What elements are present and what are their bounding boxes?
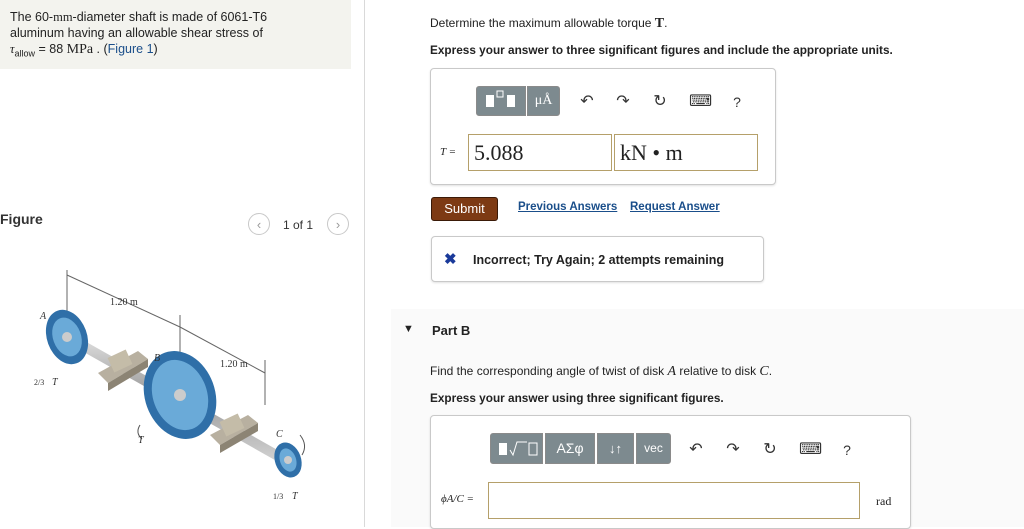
fraction-two-thirds: 2/3 xyxy=(34,378,45,387)
label-t-right: T xyxy=(292,491,298,502)
reset-icon-b[interactable]: ↻ xyxy=(763,441,777,458)
keyboard-icon[interactable]: ⌨ xyxy=(689,93,713,110)
vec-button[interactable]: vec xyxy=(636,433,671,464)
part-a-prompt: Determine the maximum allowable torque T. xyxy=(430,16,668,31)
problem-statement xyxy=(0,0,351,69)
part-a-instruction: Express your answer to three significant figures and include the appropriate units. xyxy=(430,43,893,57)
unit-mpa: MPa xyxy=(66,42,94,57)
torque-value-input[interactable]: 5.088 xyxy=(468,134,612,171)
dim-label-1: 1.20 m xyxy=(110,297,138,308)
part-b-prompt: Find the corresponding angle of twist of disk A relative to disk C. xyxy=(430,364,773,379)
problem-line-3: $\tau_{allow} = 88$ MPa . (Figure 1) xyxy=(10,42,158,59)
torque-units-input[interactable]: kN • m xyxy=(614,134,758,171)
figure-link[interactable]: Figure 1 xyxy=(107,42,154,56)
torque-symbol: T xyxy=(654,16,665,31)
disk-b xyxy=(132,341,229,450)
tau-subscript: allow xyxy=(14,48,35,59)
unit-mm: mm xyxy=(53,10,73,24)
dim-label-2: 1.20 m xyxy=(220,359,248,370)
panel-divider xyxy=(364,0,365,527)
undo-icon[interactable]: ↶ xyxy=(580,93,594,110)
feedback-text: Incorrect; Try Again; 2 attempts remaining xyxy=(473,253,724,267)
incorrect-x-icon: ✖ xyxy=(444,251,457,268)
template-icon xyxy=(477,87,525,115)
template-button[interactable] xyxy=(476,86,526,116)
submit-button[interactable]: Submit xyxy=(431,197,498,221)
label-t-left: T xyxy=(52,377,58,388)
label-a: A xyxy=(40,311,47,322)
disk-a xyxy=(39,304,96,370)
collapse-caret-icon[interactable]: ▼ xyxy=(403,323,414,335)
disk-c xyxy=(270,439,307,482)
help-icon-b[interactable]: ? xyxy=(843,442,851,458)
request-answer-link[interactable]: Request Answer xyxy=(630,201,720,213)
phi-variable-label: ϕA/C = xyxy=(441,493,474,505)
problem-line-2: aluminum having an allowable shear stress of xyxy=(10,26,263,40)
rad-unit-label: rad xyxy=(876,494,892,508)
figure-title: Figure xyxy=(0,211,43,227)
units-button[interactable]: μÅ xyxy=(527,86,560,116)
keyboard-icon-b[interactable]: ⌨ xyxy=(799,441,823,458)
redo-icon-b[interactable]: ↷ xyxy=(726,441,740,458)
reset-icon[interactable]: ↻ xyxy=(653,93,667,110)
help-icon[interactable]: ? xyxy=(733,94,741,110)
feedback-box xyxy=(431,236,764,282)
greek-button[interactable]: ΑΣφ xyxy=(545,433,595,464)
prev-figure-button[interactable]: ‹ xyxy=(248,213,270,235)
tau-symbol: τ xyxy=(10,42,15,56)
part-b-title[interactable]: Part B xyxy=(432,323,471,338)
fraction-one-third: 1/3 xyxy=(273,492,284,501)
arrows-button[interactable]: ↓↑ xyxy=(597,433,634,464)
problem-line-1: The 60-mm-diameter shaft is made of 6061-T6 xyxy=(10,10,268,24)
angle-value-input[interactable] xyxy=(488,482,860,519)
template-sqrt-button[interactable] xyxy=(490,433,543,464)
shaft-figure xyxy=(30,255,330,527)
part-b-instruction: Express your answer using three significant figures. xyxy=(430,391,724,405)
label-c: C xyxy=(276,429,283,440)
template-sqrt-icon xyxy=(491,434,542,463)
label-t-mid: T xyxy=(138,435,144,446)
next-figure-button[interactable]: › xyxy=(327,213,349,235)
undo-icon-b[interactable]: ↶ xyxy=(689,441,703,458)
previous-answers-link[interactable]: Previous Answers xyxy=(518,201,618,213)
redo-icon[interactable]: ↷ xyxy=(616,93,630,110)
label-b: B xyxy=(154,353,161,364)
figure-pager-text: 1 of 1 xyxy=(283,218,314,232)
t-variable-label: T = xyxy=(440,146,457,158)
